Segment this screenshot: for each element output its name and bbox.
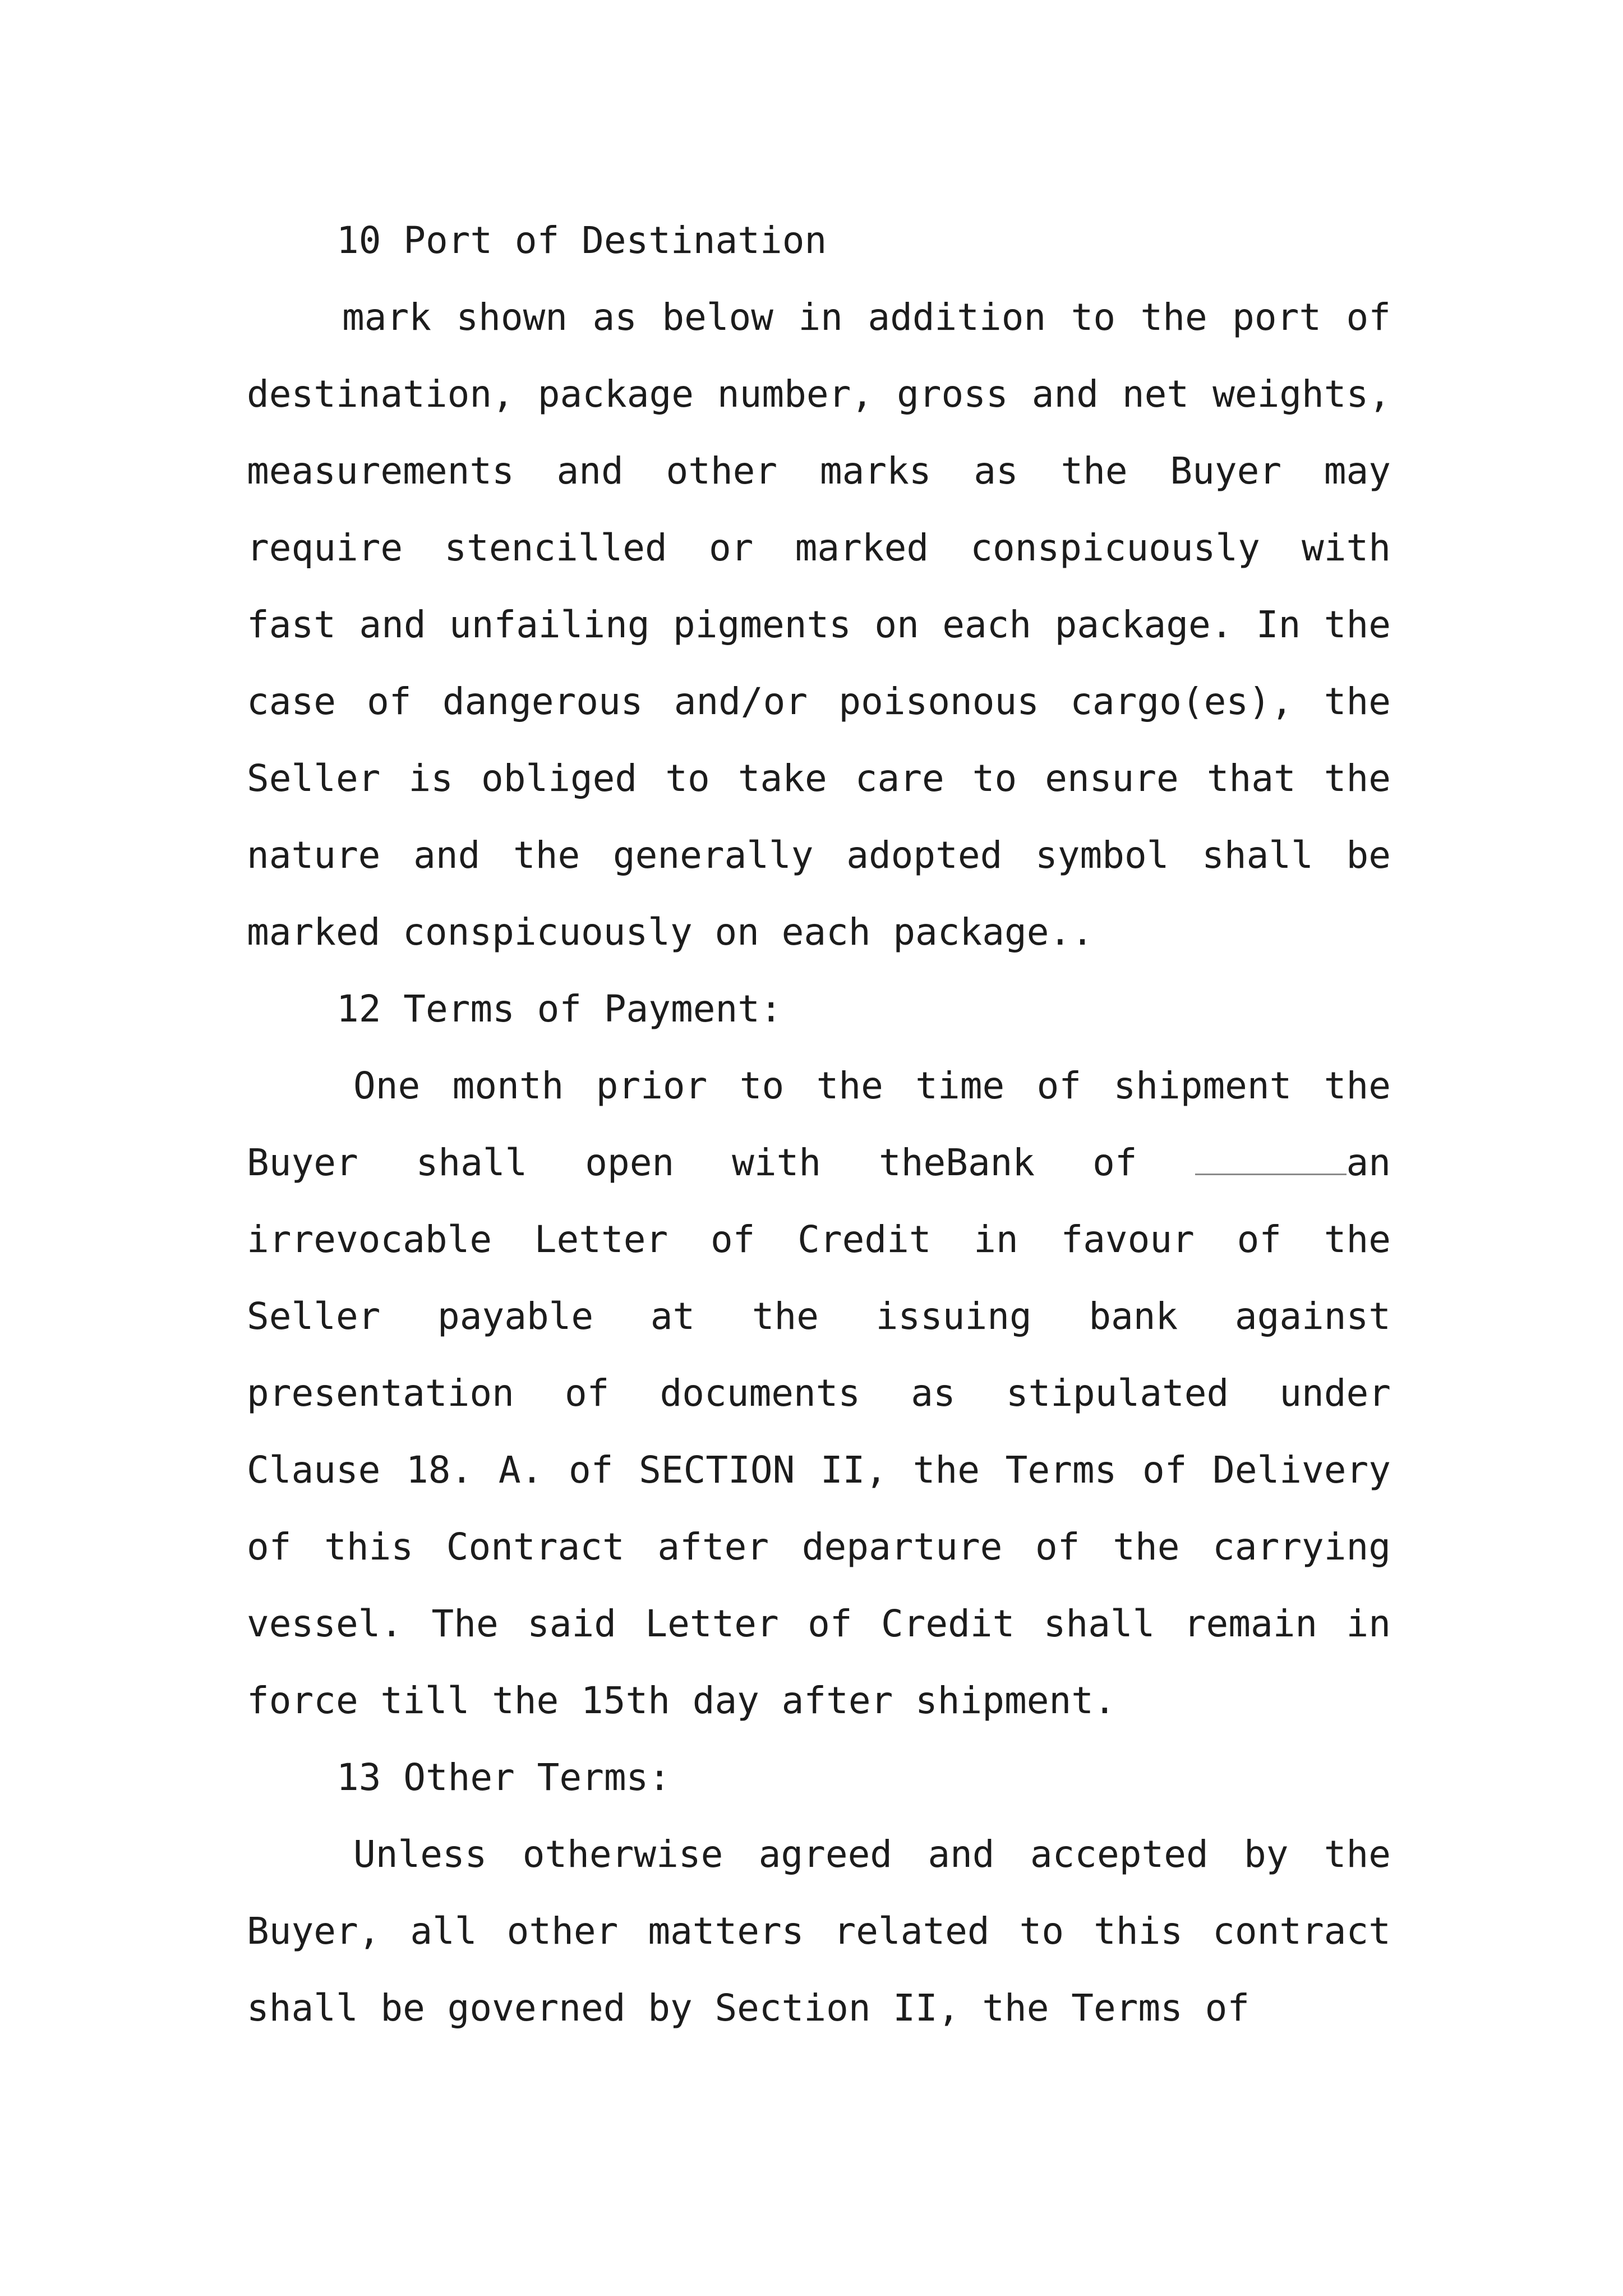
document-body (247, 202, 1391, 2046)
payment-text-before-blank: One month prior to the time of shipment the Buyer shall open with theBank of (247, 1064, 1391, 1184)
section-heading-terms-of-payment: 12 Terms of Payment: (336, 987, 782, 1030)
payment-text-after-blank: an irrevocable Letter of Credit in favour of the Seller payable at the issuing bank against presentation of documents as stipulated under Clause 18. A. of SECTION II, the Terms of Delivery of this Contract after departure of the carrying vessel. The said Letter of Credit shall remain in force till the 15th day after shipment. (247, 1141, 1391, 1722)
section-body-terms-of-payment (247, 1047, 1391, 1739)
section-body-port-of-destination: mark shown as below in addition to the port of destination, package number, gross and net weights, measurements and other marks as the Buyer may require stencilled or marked conspicuously with fast and unfailing pigments on each package. In the case of dangerous and/or poisonous cargo(es), the Seller is obliged to take care to ensure that the nature and the generally adopted symbol shall be marked conspicuously on each package.. (247, 296, 1391, 954)
section-body-other-terms: Unless otherwise agreed and accepted by the Buyer, all other matters related to this contract shall be governed by Section II, the Terms of (247, 1833, 1391, 2030)
bank-name-blank (1195, 1144, 1347, 1175)
section-heading-port-of-destination: 10 Port of Destination (336, 219, 827, 262)
section-heading-other-terms: 13 Other Terms: (336, 1756, 671, 1799)
